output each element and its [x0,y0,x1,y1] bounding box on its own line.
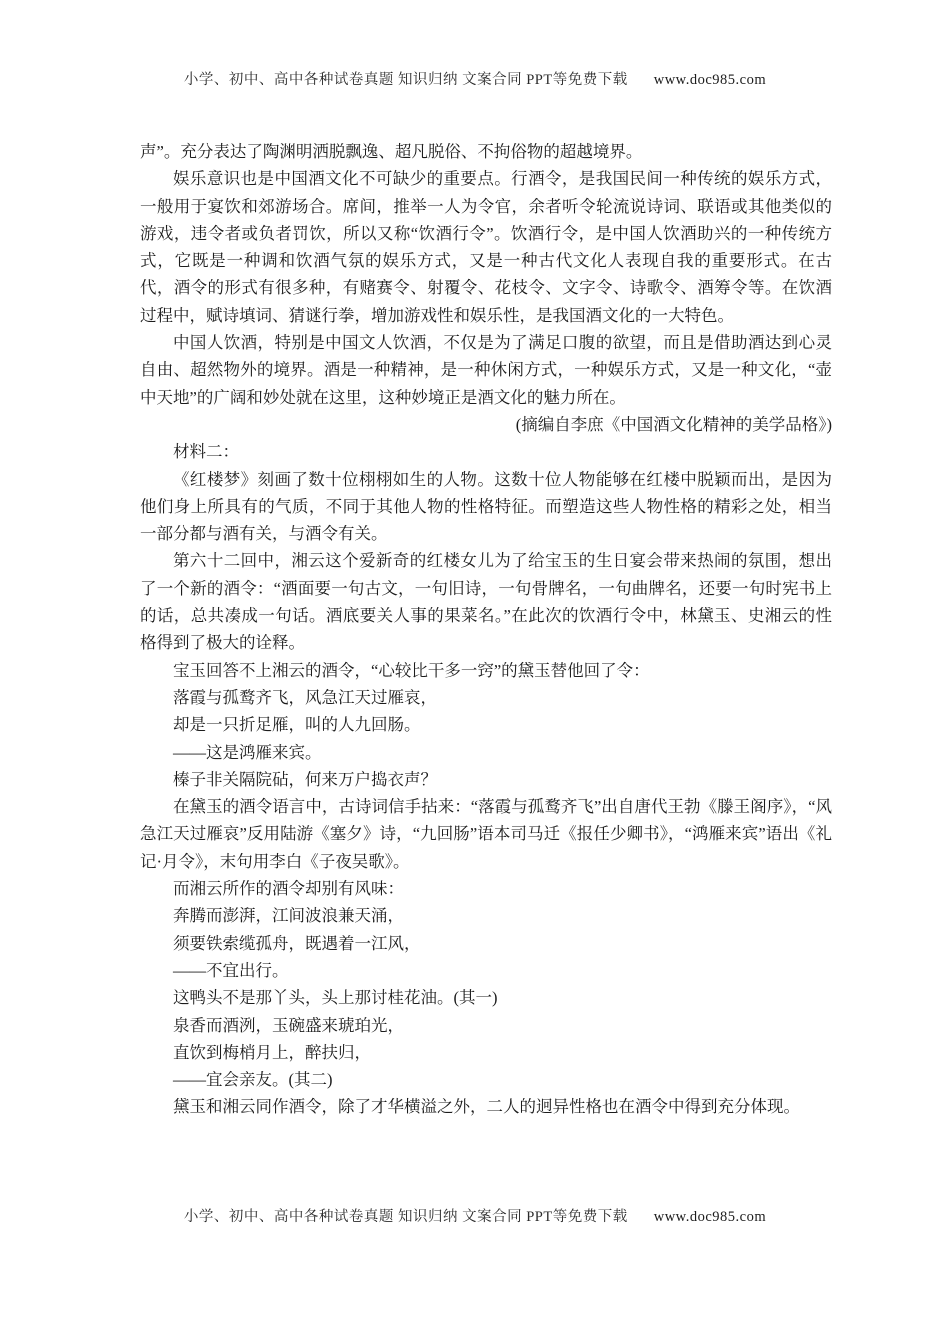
verse-line: 直饮到梅梢月上，醉扶归， [173,1042,371,1062]
page-header [0,68,950,89]
header-site-link[interactable]: www.doc985.com [653,72,767,88]
verse-line: 须要铁索缆孤舟，既遇着一江风， [173,933,421,953]
verse-line: 却是一只折足雁，叫的人九回肠。 [173,715,421,735]
paragraph: 中国人饮酒，特别是中国文人饮酒，不仅是为了满足口腹的欲望，而且是借助酒达到心灵自由、超然物外的境界。酒是一种精神，是一种休闲方式，一种娱乐方式，又是一种文化，“壶中天地”的广阔和妙处就在这里，这种妙境正是酒文化的魅力所在。 [140,333,832,407]
paragraph: 宝玉回答不上湘云的酒令，“心较比干多一窍”的黛玉替他回了令： [173,660,650,680]
attribution-line: (摘编自李庶《中国酒文化精神的美学品格》) [515,414,832,434]
paragraph: 娱乐意识也是中国酒文化不可缺少的重要点。行酒令，是我国民间一种传统的娱乐方式，一般用于宴饮和郊游场合。席间，推举一人为令官，余者听令轮流说诗词、联语或其他类似的游戏，违令者或负者罚饮，所以又称“饮酒行令”。饮酒行令，是中国人饮酒助兴的一种传统方式，它既是一种调和饮酒气氛的娱乐方式，又是一种古代文化人表现自我的重要形式。在古代，酒令的形式有很多种，有赌赛令、射覆令、花枝令、文字令、诗歌令、酒筹令等。在饮酒过程中，赋诗填词、猜谜行拳，增加游戏性和娱乐性，是我国酒文化的一大特色。 [140,169,832,325]
paragraph: 黛玉和湘云同作酒令，除了才华横溢之外，二人的迥异性格也在酒令中得到充分体现。 [173,1097,800,1117]
paragraph: 《红楼梦》刻画了数十位栩栩如生的人物。这数十位人物能够在红楼中脱颖而出，是因为他们身上所具有的气质，不同于其他人物的性格特征。而塑造这些人物性格的精彩之处，相当一部分都与酒有关，与酒令有关。 [140,469,832,544]
verse-line: 榛子非关隔院砧，何来万户捣衣声？ [173,769,437,789]
verse-line: ——宜会亲友。(其二) [173,1070,333,1090]
footer-site-link[interactable]: www.doc985.com [653,1209,767,1225]
paragraph: 而湘云所作的酒令却别有风味： [173,879,404,899]
verse-line: 奔腾而澎湃，江间波浪兼天涌， [173,906,404,926]
verse-line: ——不宜出行。 [173,960,289,980]
page-footer [0,1205,950,1226]
verse-line: 泉香而酒洌，玉碗盛来琥珀光， [173,1015,404,1035]
verse-line: ——这是鸿雁来宾。 [173,742,322,762]
verse-line: 落霞与孤鹜齐飞，风急江天过雁哀， [173,687,437,707]
footer-slogan: 小学、初中、高中各种试卷真题 知识归纳 文案合同 PPT等免费下载 [183,1209,628,1225]
paragraph: 第六十二回中，湘云这个爱新奇的红楼女儿为了给宝玉的生日宴会带来热闹的氛围，想出了一个新的酒令：“酒面要一句古文，一句旧诗，一句骨牌名，一句曲牌名，还要一句时宪书上的话，总共凑成一句话。酒底要关人事的果菜名。”在此次的饮酒行令中，林黛玉、史湘云的性格得到了极大的诠释。 [140,551,832,653]
document-body [140,138,832,1121]
paragraph-continuation: 声”。充分表达了陶渊明洒脱飘逸、超凡脱俗、不拘俗物的超越境界。 [140,142,643,161]
section-label: 材料二： [173,442,239,462]
paragraph: 在黛玉的酒令语言中，古诗词信手拈来：“落霞与孤鹜齐飞”出自唐代王勃《滕王阁序》，“风急江天过雁哀”反用陆游《塞夕》诗，“九回肠”语本司马迁《报任少卿书》，“鸿雁来宾”语出《礼记·月令》，末句用李白《子夜吴歌》。 [140,797,832,871]
header-slogan: 小学、初中、高中各种试卷真题 知识归纳 文案合同 PPT等免费下载 [183,72,628,88]
verse-line: 这鸭头不是那丫头，头上那讨桂花油。(其一) [173,988,498,1008]
